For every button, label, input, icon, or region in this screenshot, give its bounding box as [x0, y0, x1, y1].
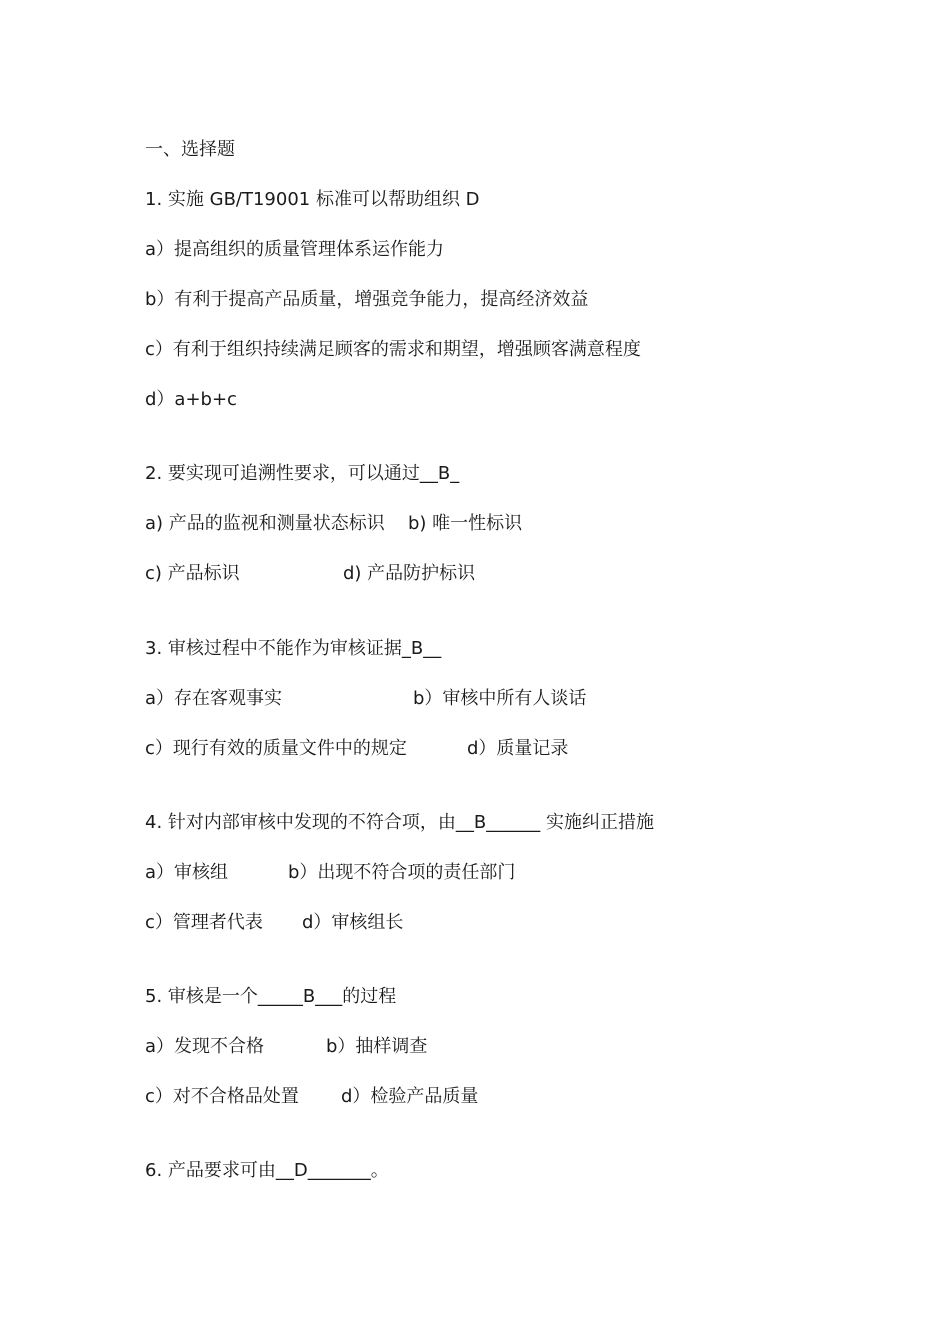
- question-1-option-d: d）a+b+c: [145, 389, 237, 410]
- question-3-option-d: d）质量记录: [467, 738, 569, 759]
- question-1-option-b: b）有利于提高产品质量，增强竞争能力，提高经济效益: [145, 289, 589, 310]
- question-5-stem: 5. 审核是一个_____B___的过程: [145, 986, 397, 1007]
- question-2-options-row-1: [145, 512, 745, 536]
- question-1-stem: 1. 实施 GB/T19001 标准可以帮助组织 D: [145, 189, 480, 210]
- question-4-options-row-2: [145, 911, 745, 935]
- question-2-stem: 2. 要实现可追溯性要求，可以通过__B_: [145, 463, 460, 484]
- question-3-option-a: a）存在客观事实: [145, 688, 283, 709]
- question-5-options-row-2: [145, 1085, 745, 1109]
- question-2-option-c: c) 产品标识: [145, 563, 240, 584]
- section-title: 一、选择题: [145, 139, 235, 160]
- question-4-option-c: c）管理者代表: [145, 912, 263, 933]
- question-4-stem: 4. 针对内部审核中发现的不符合项，由__B______ 实施纠正措施: [145, 812, 654, 833]
- question-1-option-a: a）提高组织的质量管理体系运作能力: [145, 239, 445, 260]
- question-5-option-d: d）检验产品质量: [341, 1086, 479, 1107]
- question-4-option-a: a）审核组: [145, 862, 229, 883]
- question-3-options-row-2: [145, 737, 745, 761]
- question-3-stem: 3. 审核过程中不能作为审核证据_B__: [145, 638, 442, 659]
- question-5-option-b: b）抽样调查: [326, 1036, 428, 1057]
- question-4-options-row-1: [145, 861, 745, 885]
- question-5-option-c: c）对不合格品处置: [145, 1086, 299, 1107]
- question-4-option-d: d）审核组长: [302, 912, 404, 933]
- question-2-option-a: a) 产品的监视和测量状态标识: [145, 513, 385, 534]
- question-1-option-c: c）有利于组织持续满足顾客的需求和期望，增强顾客满意程度: [145, 339, 641, 360]
- question-2-option-b: b) 唯一性标识: [408, 513, 523, 534]
- question-6-stem: 6. 产品要求可由__D_______。: [145, 1160, 389, 1181]
- question-2-options-row-2: [145, 562, 745, 586]
- question-4-option-b: b）出现不符合项的责任部门: [288, 862, 516, 883]
- question-3-options-row-1: [145, 687, 745, 711]
- question-3-option-b: b）审核中所有人谈话: [413, 688, 587, 709]
- question-5-option-a: a）发现不合格: [145, 1036, 265, 1057]
- question-5-options-row-1: [145, 1035, 745, 1059]
- question-3-option-c: c）现行有效的质量文件中的规定: [145, 738, 407, 759]
- question-2-option-d: d) 产品防护标识: [343, 563, 476, 584]
